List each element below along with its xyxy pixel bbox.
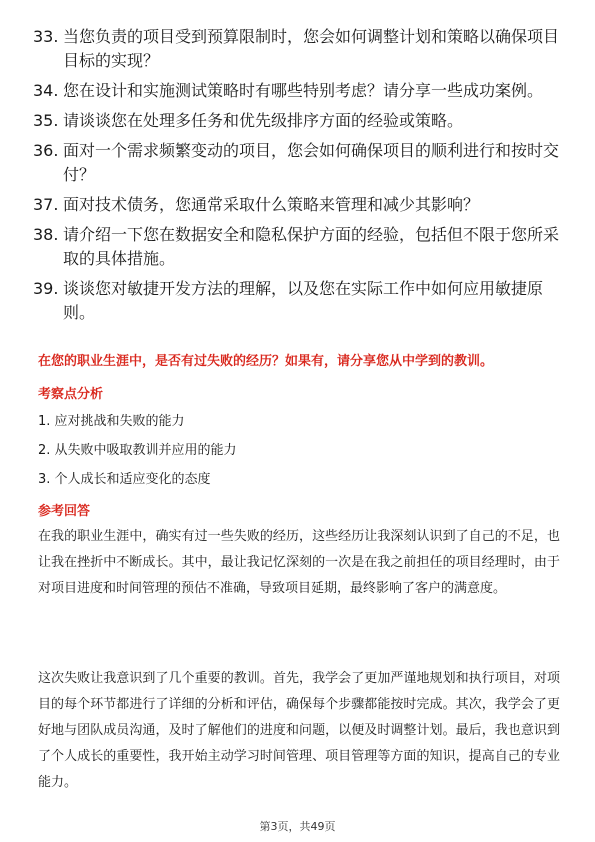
answer-paragraph-2: 这次失败让我意识到了几个重要的教训。首先，我学会了更加严谨地规划和执行项目，对项目的每个环节都进行了详细的分析和评估，确保每个步骤都能按时完成。其次，我学会了更好地与团队成员沟通，及时了解他们的进度和问题，以便及时调整计划。最后，我也意识到了个人成长的重要性，我开始主动学习时间管理、项目管理等方面的知识，提高自己的专业能力。 — [38, 671, 560, 790]
question-number: 35. — [33, 111, 59, 130]
question-list — [33, 25, 563, 331]
question-text: 当您负责的项目受到预算限制时，您会如何调整计划和策略以确保项目目标的实现？ — [63, 27, 560, 70]
question-number: 33. — [33, 27, 59, 46]
question-item — [33, 277, 563, 325]
question-number: 39. — [33, 279, 59, 298]
question-item — [33, 109, 563, 133]
question-text: 面对一个需求频繁变动的项目，您会如何确保项目的顺利进行和按时交付？ — [63, 141, 560, 184]
question-item — [33, 25, 563, 73]
question-item — [33, 223, 563, 271]
question-item — [33, 79, 563, 103]
analysis-point: 1. 应对挑战和失败的能力 — [38, 414, 185, 429]
analysis-point: 3. 个人成长和适应变化的态度 — [38, 472, 211, 487]
question-text: 面对技术债务，您通常采取什么策略来管理和减少其影响？ — [63, 195, 480, 214]
answer-paragraph-1: 在我的职业生涯中，确实有过一些失败的经历，这些经历让我深刻认识到了自己的不足，也让我在挫折中不断成长。其中，最让我记忆深刻的一次是在我之前担任的项目经理时，由于对项目进度和时间管理的预估不准确，导致项目延期，最终影响了客户的满意度。 — [38, 529, 560, 596]
featured-question: 在您的职业生涯中，是否有过失败的经历？如果有，请分享您从中学到的教训。 — [38, 354, 494, 369]
question-text: 谈谈您对敏捷开发方法的理解，以及您在实际工作中如何应用敏捷原则。 — [63, 279, 544, 322]
analysis-point: 2. 从失败中吸取教训并应用的能力 — [38, 443, 237, 458]
question-item — [33, 139, 563, 187]
question-number: 37. — [33, 195, 59, 214]
analysis-heading: 考察点分析 — [38, 387, 104, 402]
question-number: 34. — [33, 81, 59, 100]
answer-heading: 参考回答 — [38, 504, 91, 519]
question-item — [33, 193, 563, 217]
question-text: 请介绍一下您在数据安全和隐私保护方面的经验，包括但不限于您所采取的具体措施。 — [63, 225, 560, 268]
question-text: 您在设计和实施测试策略时有哪些特别考虑？请分享一些成功案例。 — [63, 81, 544, 100]
question-number: 38. — [33, 225, 59, 244]
question-text: 请谈谈您在处理多任务和优先级排序方面的经验或策略。 — [63, 111, 464, 130]
page-footer: 第3页，共49页 — [259, 820, 336, 833]
question-number: 36. — [33, 141, 59, 160]
